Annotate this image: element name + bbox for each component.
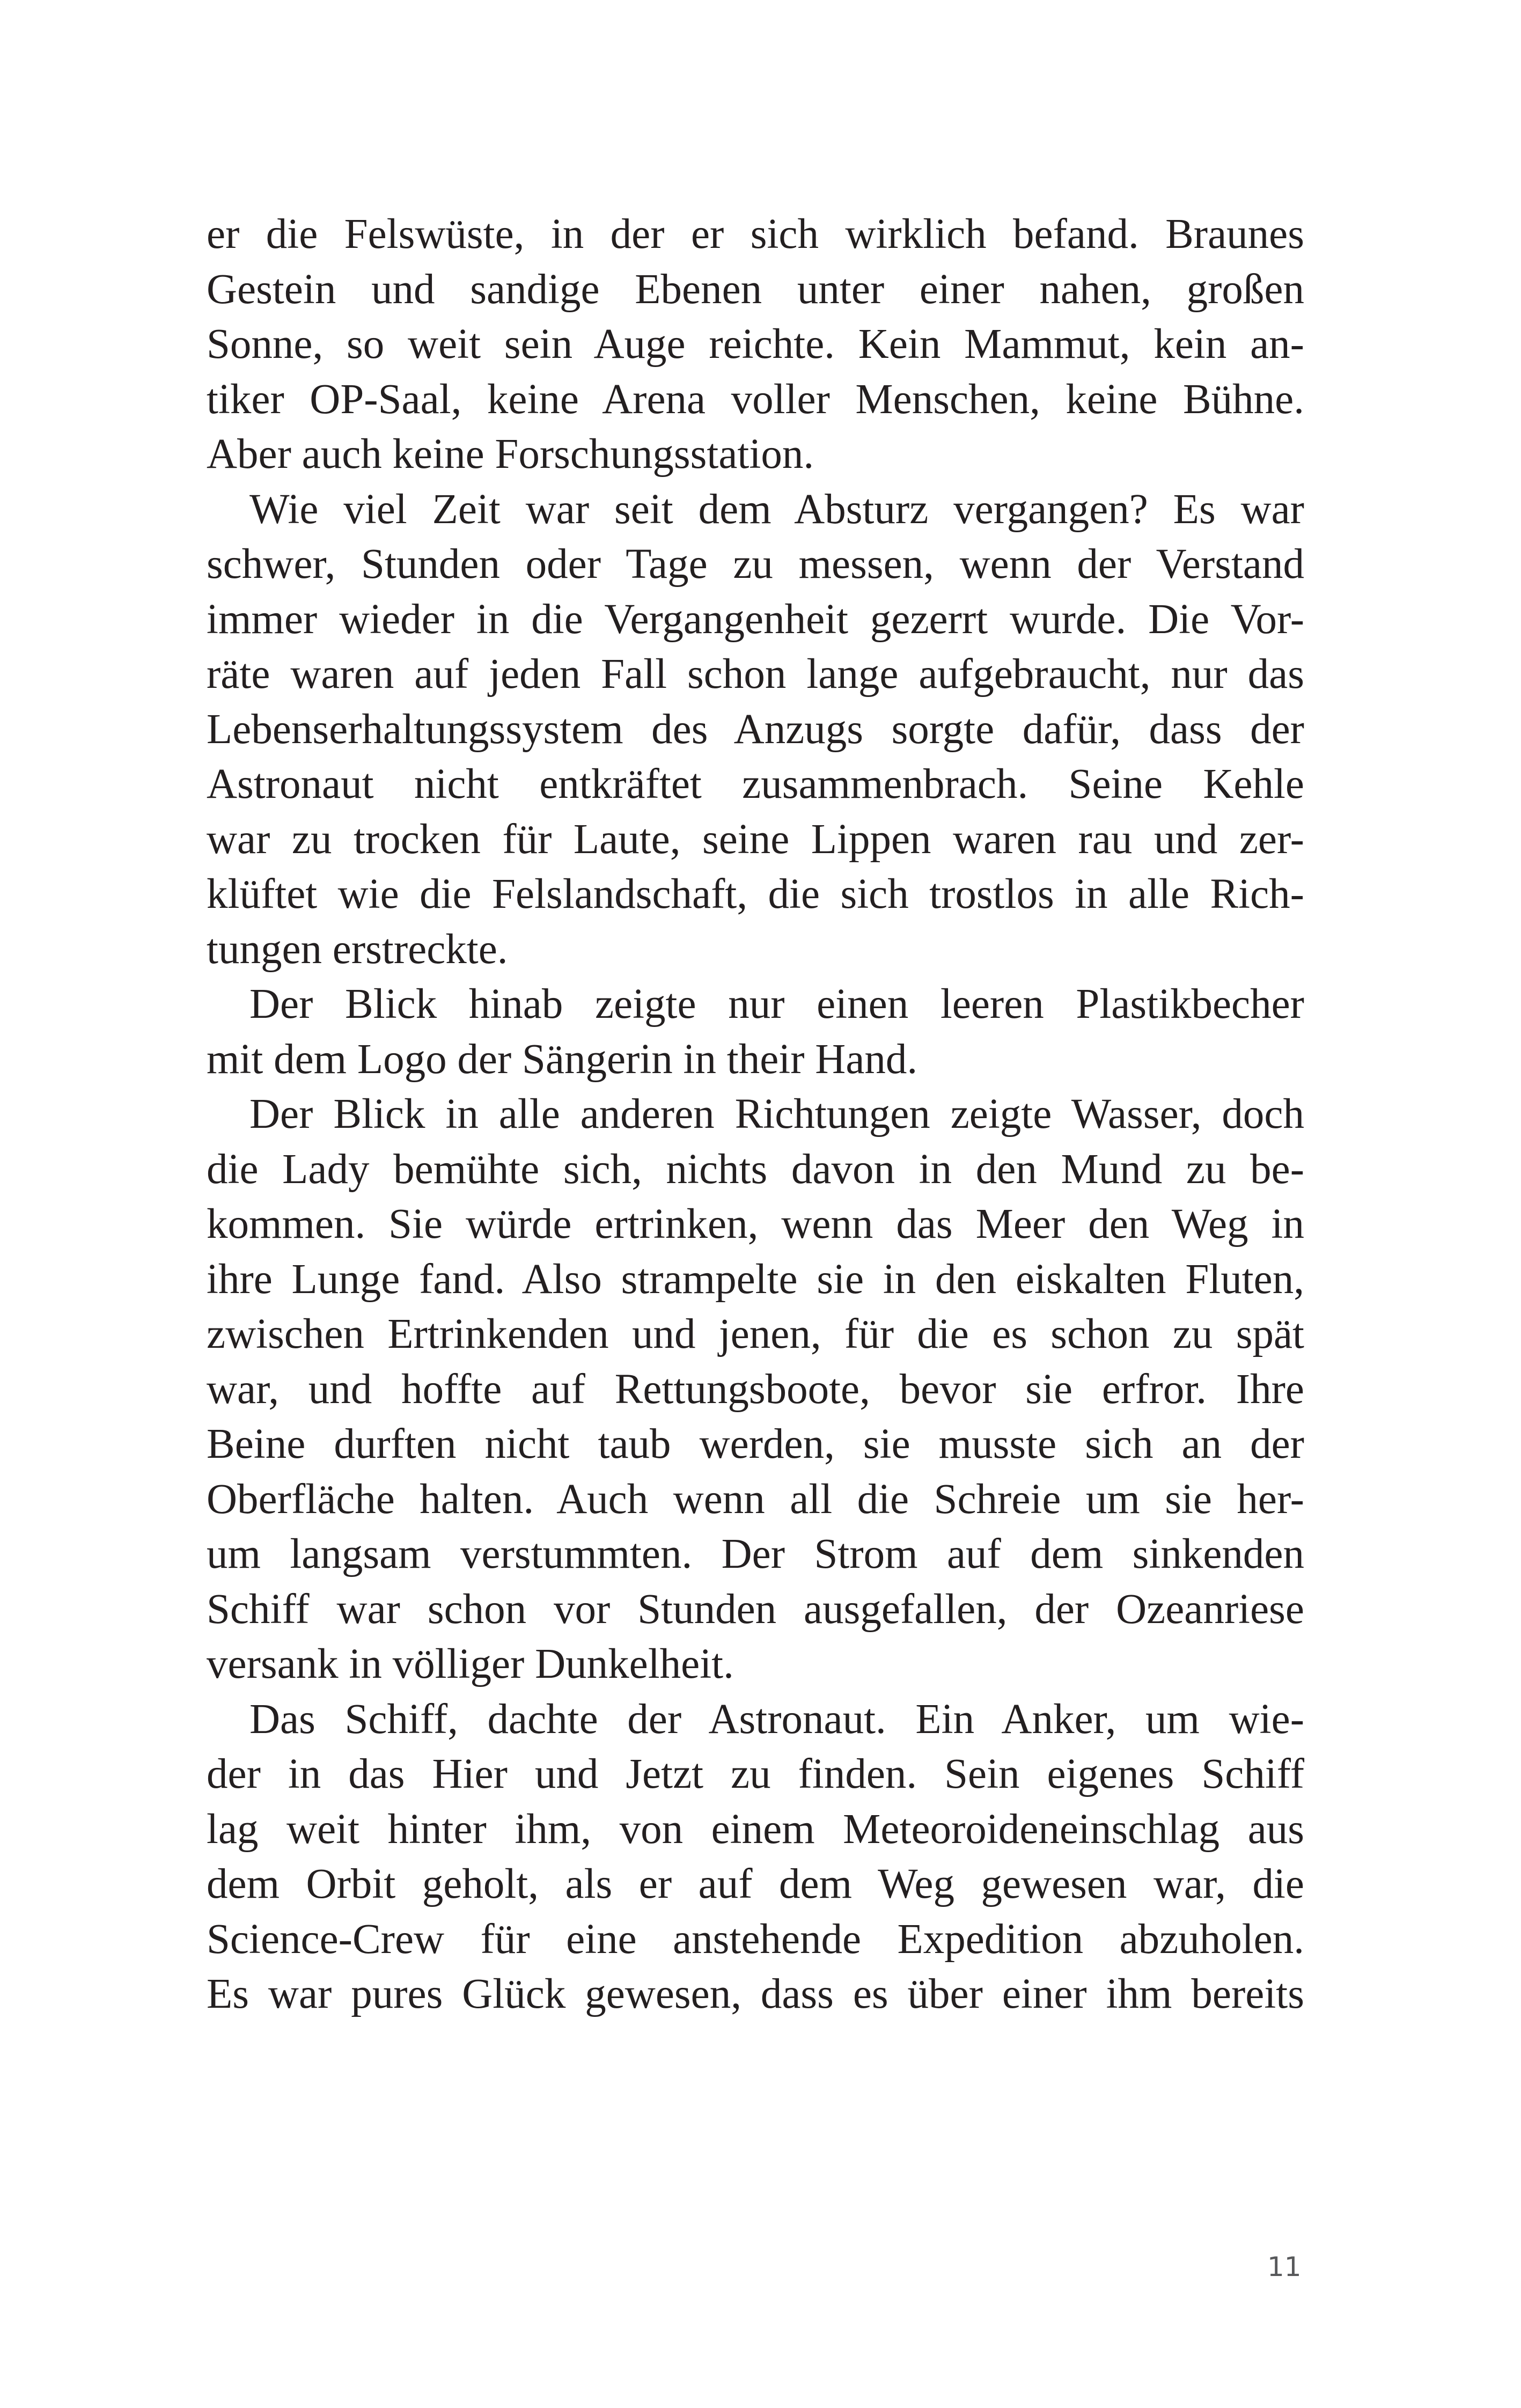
text-line: immer wieder in die Vergangenheit gezerrt wurde. Die Vor- [207,596,1304,643]
text-line: Es war pures Glück gewesen, dass es über einer ihm bereits [207,1971,1304,2017]
text-line: tiker OP-Saal, keine Arena voller Menschen, keine Bühne. [207,376,1304,423]
text-line: war, und hoffte auf Rettungsboote, bevor sie erfror. Ihre [207,1365,1304,1413]
text-line: um langsam verstummten. Der Strom auf dem sinkenden [207,1531,1304,1577]
text-line: Der Blick hinab zeigte nur einen leeren Plastikbecher [249,981,1304,1027]
text-line: zwischen Ertrinkenden und jenen, für die es schon zu spät [207,1311,1304,1357]
paragraph [207,482,1304,978]
text-line: war zu trocken für Laute, seine Lippen waren rau und zer- [207,816,1304,863]
text-line: dem Orbit geholt, als er auf dem Weg gewesen war, die [207,1861,1304,1907]
text-line: Sonne, so weit sein Auge reichte. Kein Mammut, kein an- [207,321,1304,368]
text-line: Oberfläche halten. Auch wenn all die Schreie um sie her- [207,1475,1304,1523]
text-line: schwer, Stunden oder Tage zu messen, wenn der Verstand [207,541,1304,588]
paragraph [207,207,1304,482]
text-line: kommen. Sie würde ertrinken, wenn das Meer den Weg in [207,1201,1304,1247]
page-number: 11 [1267,2251,1302,2282]
text-line: versank in völliger Dunkelheit. [207,1641,734,1687]
paragraph [207,1692,1304,2022]
text-line: Astronaut nicht entkräftet zusammenbrach. Seine Kehle [207,761,1304,807]
text-line: Lebenserhaltungssystem des Anzugs sorgte dafür, dass der [207,706,1304,753]
text-line: klüftet wie die Felslandschaft, die sich trostlos in alle Rich- [207,871,1304,917]
text-line: ihre Lunge fand. Also strampelte sie in den eiskalten Fluten, [207,1256,1304,1303]
text-line: tungen erstreckte. [207,926,508,973]
text-line: räte waren auf jeden Fall schon lange aufgebraucht, nur das [207,651,1304,698]
text-line: Beine durften nicht taub werden, sie musste sich an der [207,1421,1304,1467]
text-line: er die Felswüste, in der er sich wirklich befand. Braunes [207,211,1304,258]
text-line: Das Schiff, dachte der Astronaut. Ein Anker, um wie- [249,1695,1304,1743]
text-line: lag weit hinter ihm, von einem Meteoroideneinschlag aus [207,1805,1304,1853]
text-line: Science-Crew für eine anstehende Expedition abzuholen. [207,1915,1304,1963]
text-line: Der Blick in alle anderen Richtungen zeigte Wasser, doch [249,1091,1304,1137]
body-text [207,207,1304,2022]
text-line: die Lady bemühte sich, nichts davon in den Mund zu be- [207,1146,1304,1193]
paragraph [207,977,1304,1087]
text-line: Schiff war schon vor Stunden ausgefallen, der Ozeanriese [207,1585,1304,1633]
text-line: Wie viel Zeit war seit dem Absturz vergangen? Es war [249,486,1304,533]
text-line: Gestein und sandige Ebenen unter einer nahen, großen [207,266,1304,313]
text-line: mit dem Logo der Sängerin in their Hand. [207,1036,918,1083]
paragraph [207,1087,1304,1692]
text-line: Aber auch keine Forschungsstation. [207,431,814,478]
text-line: der in das Hier und Jetzt zu finden. Sein eigenes Schiff [207,1751,1304,1797]
